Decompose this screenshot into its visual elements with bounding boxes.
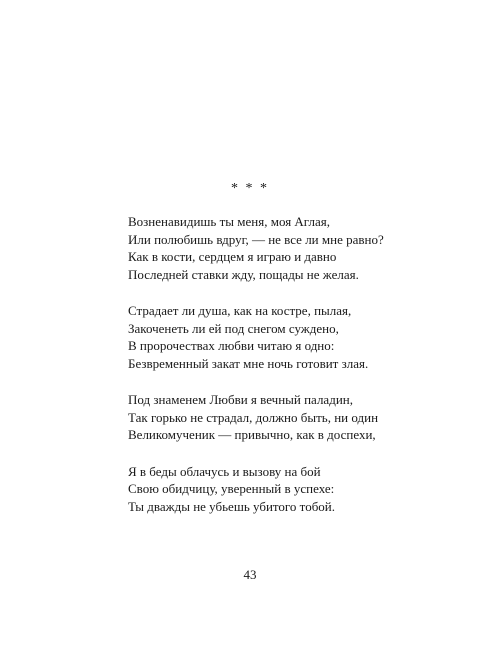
poem-line: Как в кости, сердцем я играю и давно [128,249,337,264]
poem-line: Ты дважды не убьешь убитого тобой. [128,498,336,514]
stanza-1 [128,213,468,283]
poem-line: Безвременный закат мне ночь готовит злая. [128,355,369,371]
poem-line: Возненавидишь ты меня, моя Аглая, [128,214,330,229]
poem-line: Или полюбишь вдруг, — не все ли мне равно? [128,231,384,247]
poem-line: Свою обидчицу, уверенный в успехе: [128,481,335,496]
poem-line: Я в беды облачусь и вызову на бой [128,463,321,479]
poem-line: В пророчествах любви читаю я одно: [128,338,335,353]
poem-line: Великомученик — привычно, как в доспехи, [128,427,376,442]
poem-line: Под знаменем Любви я вечный паладин, [128,392,353,407]
stanza-4 [128,463,468,516]
poem-line: Закоченеть ли ей под снегом суждено, [128,320,339,336]
poem-line: Страдает ли душа, как на костре, пылая, [128,303,352,318]
poem-line: Так горько не страдал, должно быть, ни один [128,409,379,425]
stanza-3 [128,391,468,444]
stanza-2 [128,302,468,372]
poem [128,213,468,534]
poem-line: Последней ставки жду, пощады не желая. [128,266,359,282]
page-number: 43 [243,567,257,582]
stanza-separator: * * * [231,181,269,196]
